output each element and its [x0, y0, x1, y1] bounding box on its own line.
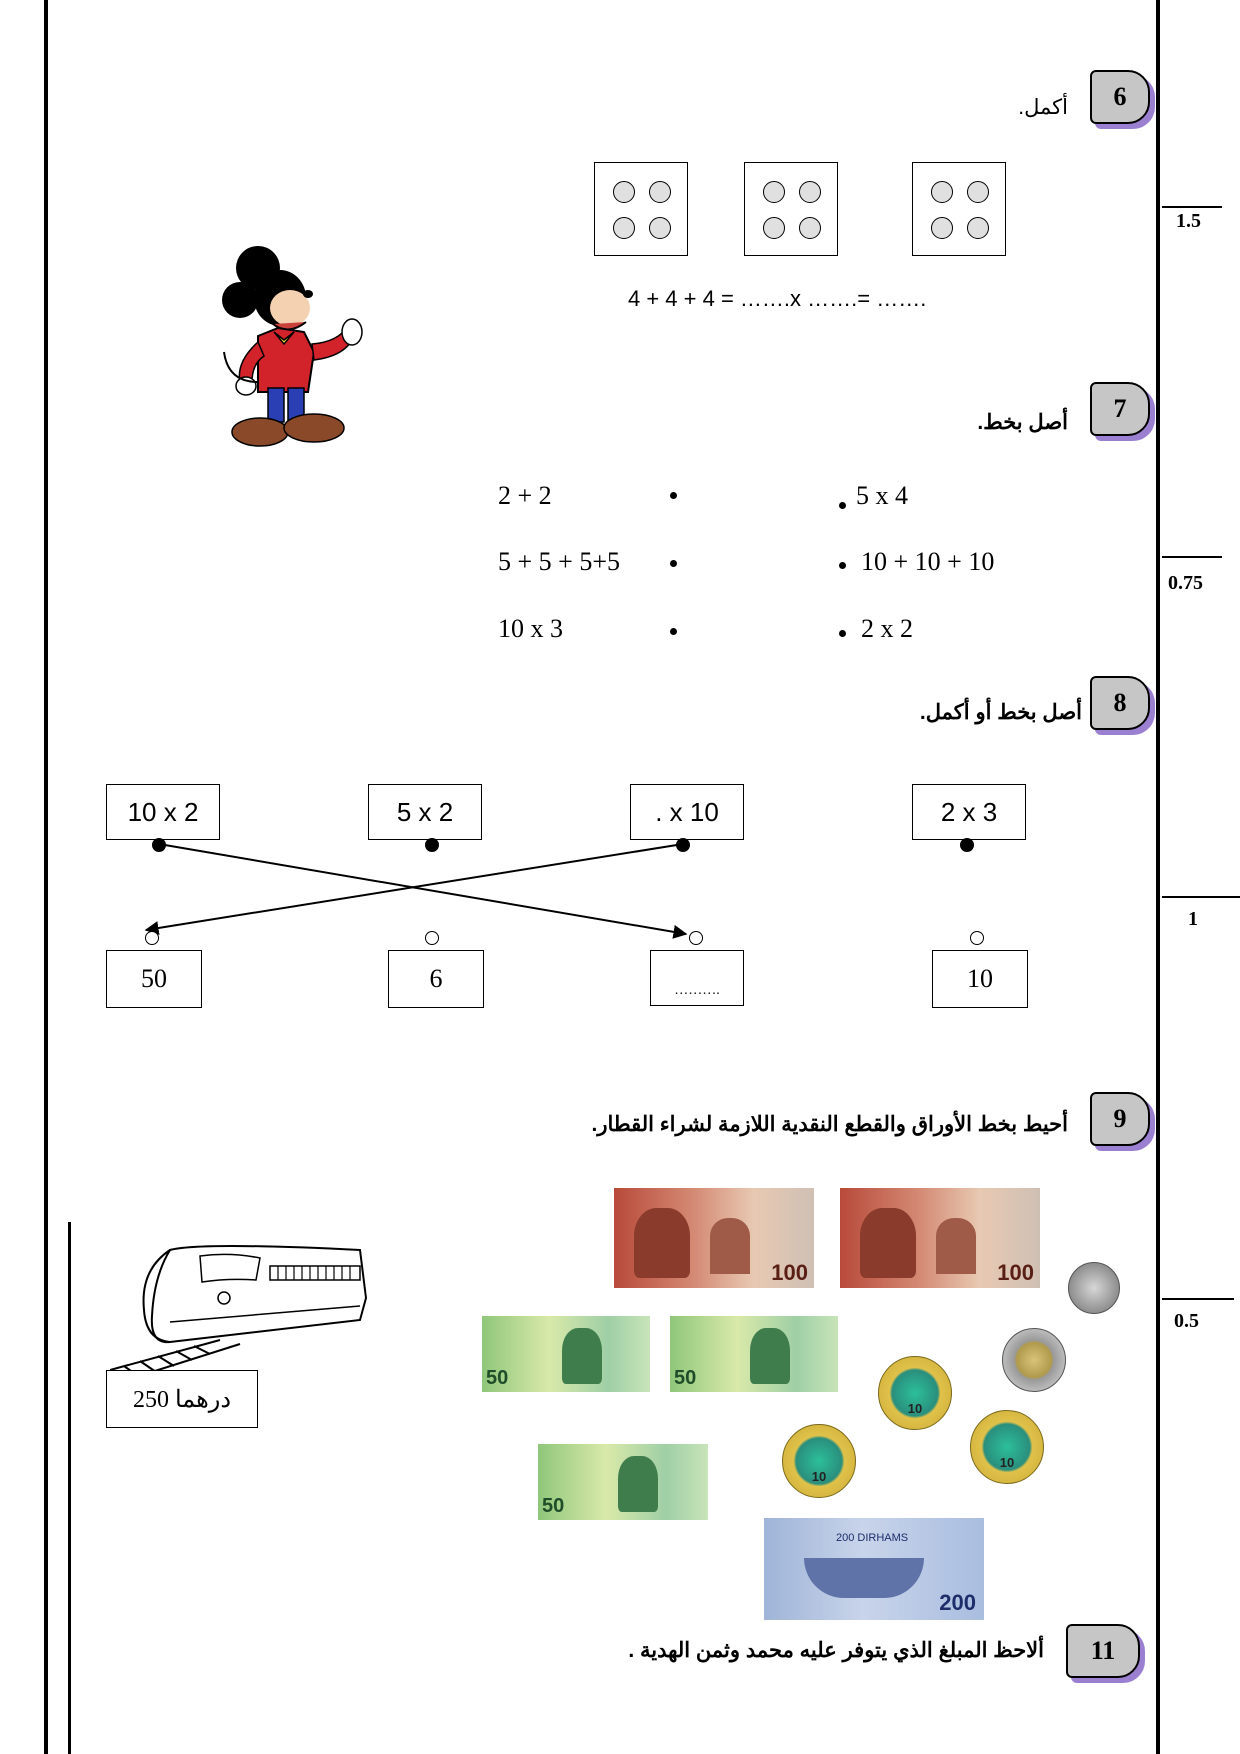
score-9: 0.5: [1174, 1310, 1199, 1332]
question-6-equation: 4 + 4 + 4 = …….x …….= …….: [628, 286, 927, 311]
coin-10-b[interactable]: [782, 1424, 856, 1498]
coin-bimetal[interactable]: [1002, 1328, 1066, 1392]
banknote-portrait: [618, 1456, 658, 1512]
q8-bottom-dot-4: [970, 931, 984, 945]
banknote-boat: [804, 1558, 924, 1598]
q8-top-box-1: 10 x 2: [106, 784, 220, 840]
question-11-instruction: ألاحظ المبلغ الذي يتوفر عليه محمد وثمن الهدية .: [628, 1639, 1044, 1662]
q8-bottom-dot-1: [145, 931, 159, 945]
banknote-200[interactable]: [764, 1518, 984, 1620]
coin-10-a[interactable]: [878, 1356, 952, 1430]
q7-right-item-2: 10 + 10 + 10: [861, 547, 995, 576]
coin-10-value: 10: [999, 1454, 1015, 1470]
question-8-instruction: أصل بخط أو أكمل.: [919, 701, 1082, 724]
q7-right-item-3: 2 x 2: [861, 614, 913, 643]
question-11-badge: 11: [1066, 1624, 1140, 1678]
q8-bottom-dot-2: [425, 931, 439, 945]
banknote-portrait: [634, 1208, 690, 1278]
q8-line-x10-to-50: [146, 844, 683, 930]
train-illustration: [110, 1236, 370, 1386]
banknote-50-value: 50: [486, 1367, 509, 1389]
score-7: 0.75: [1168, 572, 1203, 594]
q8-top-box-2: 5 x 2: [368, 784, 482, 840]
banknote-gate: [936, 1218, 976, 1274]
banknote-200-header: 200 DIRHAMS: [836, 1532, 909, 1544]
question-9-instruction: أحيط بخط الأوراق والقطع النقدية اللازمة لشراء القطار.: [591, 1113, 1068, 1136]
coin-10-c[interactable]: [970, 1410, 1044, 1484]
q8-bottom-box-1: 50: [106, 950, 202, 1008]
q7-left-item-3: 10 x 3: [498, 614, 563, 643]
q8-line-10x2-to-blank: [159, 844, 686, 934]
q8-bottom-box-3[interactable]: ……….: [650, 950, 744, 1006]
banknote-50-a[interactable]: [482, 1316, 650, 1392]
q8-bottom-box-4: 10: [932, 950, 1028, 1008]
question-7-badge: 7: [1090, 382, 1150, 436]
q8-bottom-box-2: 6: [388, 950, 484, 1008]
score-6: 1.5: [1176, 210, 1201, 232]
banknote-100-value: 100: [771, 1260, 808, 1285]
banknote-200-value: 200: [939, 1590, 976, 1615]
banknote-50-value: 50: [674, 1367, 697, 1389]
question-9-badge: 9: [1090, 1092, 1150, 1146]
question-6-badge: 6: [1090, 70, 1150, 124]
train-price-box: 250 درهما: [106, 1370, 258, 1428]
question-8-badge: 8: [1090, 676, 1150, 730]
banknote-portrait: [562, 1328, 602, 1384]
q8-top-box-4: 2 x 3: [912, 784, 1026, 840]
banknote-100-a[interactable]: [614, 1188, 814, 1288]
q8-top-box-3[interactable]: . x 10: [630, 784, 744, 840]
coin-small-silver[interactable]: [1068, 1262, 1120, 1314]
banknote-100-value: 100: [997, 1260, 1034, 1285]
q7-right-item-1: 5 x 4: [856, 481, 908, 510]
banknote-portrait: [860, 1208, 916, 1278]
banknote-50-b[interactable]: [670, 1316, 838, 1392]
coin-10-value: 10: [811, 1468, 827, 1484]
q8-bottom-dot-3: [689, 931, 703, 945]
question-6-instruction: أكمل.: [1018, 96, 1068, 119]
banknote-50-c[interactable]: [538, 1444, 708, 1520]
question-7-instruction: أصل بخط.: [977, 411, 1068, 434]
q7-left-item-2: 5 + 5 + 5+5: [498, 547, 620, 576]
score-8: 1: [1188, 908, 1198, 930]
coin-10-value: 10: [907, 1400, 923, 1416]
q7-left-item-1: 2 + 2: [498, 481, 552, 510]
banknote-gate: [710, 1218, 750, 1274]
banknote-100-b[interactable]: [840, 1188, 1040, 1288]
banknote-50-value: 50: [542, 1495, 565, 1517]
banknote-portrait: [750, 1328, 790, 1384]
